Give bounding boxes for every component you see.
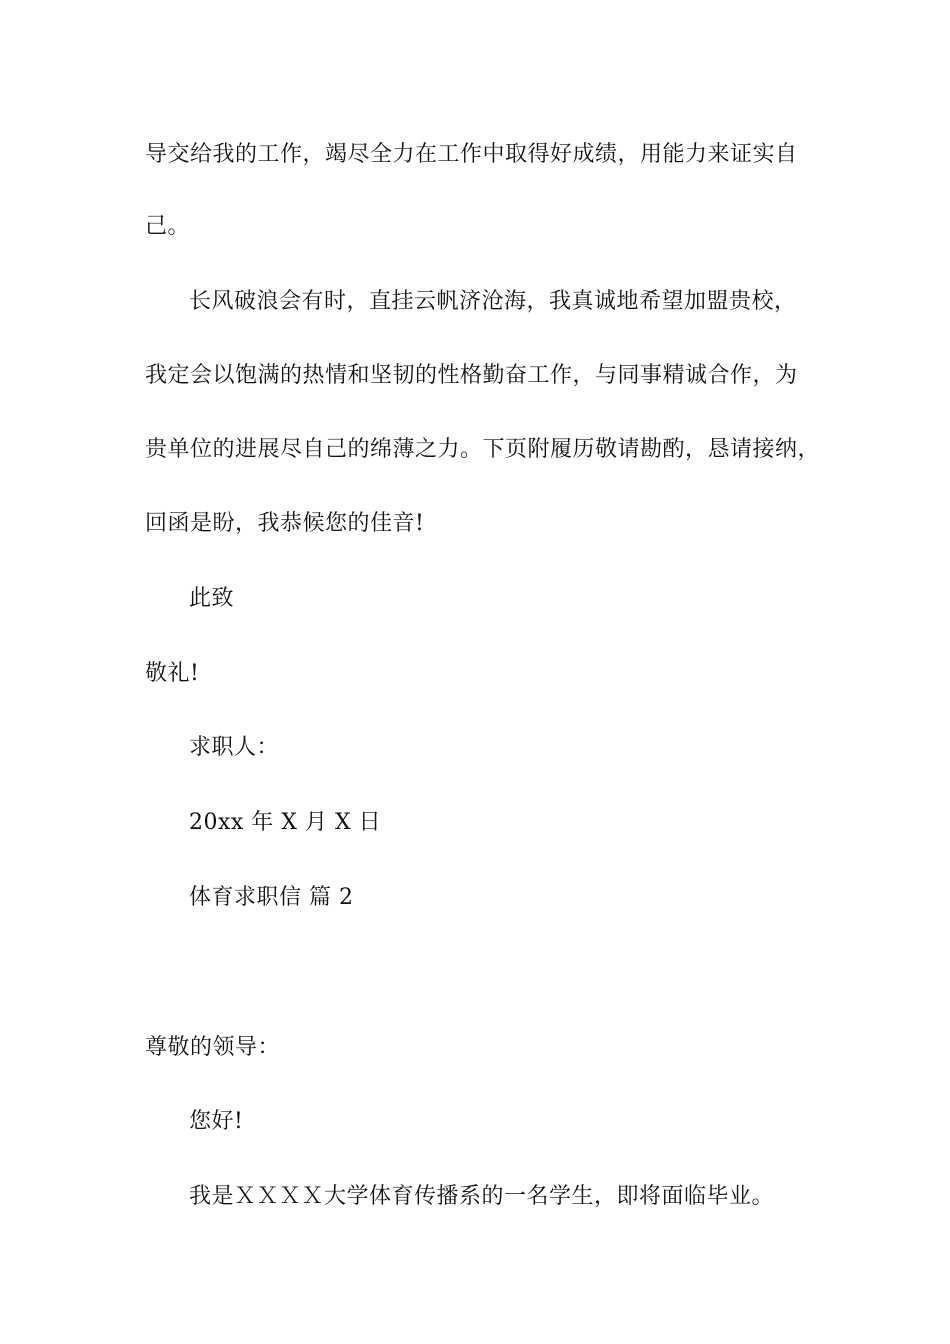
paragraph-line-6: 回函是盼，我恭候您的佳音! bbox=[145, 511, 425, 536]
paragraph-line-2: 己。 bbox=[145, 214, 191, 239]
intro-line: 我是ＸＸＸＸ大学体育传播系的一名学生，即将面临毕业。 bbox=[189, 1184, 775, 1209]
greeting-recipient: 尊敬的领导： bbox=[145, 1035, 281, 1060]
paragraph-line-1: 导交给我的工作，竭尽全力在工作中取得好成绩，用能力来证实自 bbox=[145, 142, 798, 167]
closing-regards: 敬礼! bbox=[145, 661, 200, 686]
greeting-hello: 您好! bbox=[189, 1109, 244, 1134]
applicant-signature-label: 求职人： bbox=[189, 735, 280, 760]
letter-date: 20xx 年 X 月 X 日 bbox=[189, 810, 382, 835]
paragraph-line-4: 我定会以饱满的热情和坚韧的性格勤奋工作，与同事精诚合作，为 bbox=[145, 363, 798, 388]
section-title: 体育求职信 篇 2 bbox=[189, 885, 354, 910]
closing-salutation: 此致 bbox=[189, 586, 235, 611]
paragraph-line-5: 贵单位的进展尽自己的绵薄之力。下页附履历敬请勘酌，恳请接纳， bbox=[145, 437, 821, 462]
paragraph-line-3: 长风破浪会有时，直挂云帆济沧海，我真诚地希望加盟贵校， bbox=[189, 289, 797, 314]
